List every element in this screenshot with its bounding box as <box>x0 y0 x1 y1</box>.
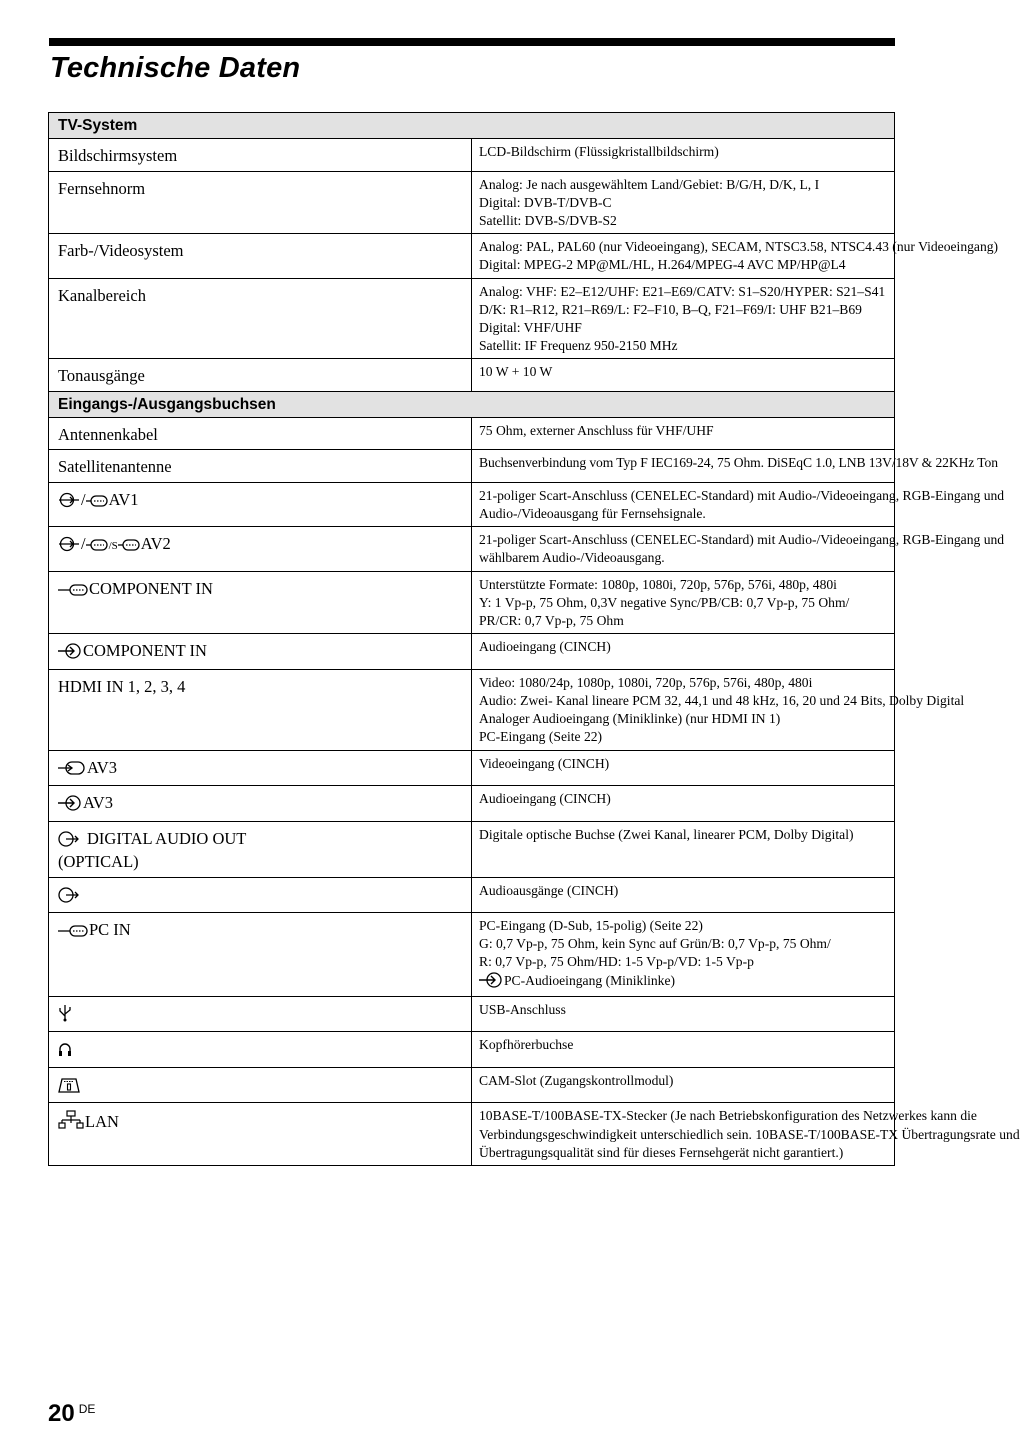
spec-row <box>49 996 895 1032</box>
spec-label <box>49 996 472 1032</box>
spec-label-text: AV2 <box>140 534 171 554</box>
audio-out-icon <box>58 887 86 909</box>
video-in-icon <box>58 923 88 944</box>
spec-value: Kopfhörerbuchse <box>472 1032 895 1068</box>
spec-label-text: DIGITAL AUDIO OUT <box>87 828 247 848</box>
page-footer <box>48 1400 95 1428</box>
spec-value: LCD-Bildschirm (Flüssigkristallbildschirm) <box>472 139 895 172</box>
spec-value: 10 W + 10 W <box>472 359 895 392</box>
spec-label <box>49 750 472 786</box>
spec-value: USB-Anschluss <box>472 996 895 1032</box>
video-in-icon <box>58 582 88 603</box>
spec-label-text: COMPONENT IN <box>89 578 213 598</box>
spec-label: Fernsehnorm <box>49 171 472 234</box>
spec-label: Kanalbereich <box>49 278 472 359</box>
spec-value: PC-Eingang (D-Sub, 15-polig) (Seite 22) G: 0,7 Vp-p, 75 Ohm, kein Sync auf Grün/B: 0,7 Vp-p, 75 Ohm/ R: 0,7 Vp-p, 75 Ohm/HD: 1-5 Vp-p/VD: 1-5 Vp-p PC-Audioeingang (Miniklinke) <box>472 913 895 997</box>
spec-label-text: COMPONENT IN <box>83 641 207 661</box>
spec-row <box>49 278 895 359</box>
spec-label: Antennenkabel <box>49 417 472 450</box>
spec-label <box>49 913 472 997</box>
spec-value: 75 Ohm, externer Anschluss für VHF/UHF <box>472 417 895 450</box>
spec-row <box>49 234 895 278</box>
spec-value: CAM-Slot (Zugangskontrollmodul) <box>472 1067 895 1103</box>
language-code: DE <box>78 1402 96 1416</box>
spec-label-text: LAN <box>85 1112 119 1132</box>
spec-value: Analog: Je nach ausgewähltem Land/Gebiet: B/G/H, D/K, L, I Digital: DVB-T/DVB-C Satellit: DVB-S/DVB-S2 <box>472 171 895 234</box>
page-number: 20 <box>48 1400 75 1427</box>
usb-icon <box>58 1004 72 1028</box>
spec-label: Bildschirmsystem <box>49 139 472 172</box>
spec-label: HDMI IN 1, 2, 3, 4 <box>49 669 472 750</box>
section-title: Eingangs-/Ausgangsbuchsen <box>49 391 895 417</box>
spec-row <box>49 359 895 392</box>
spec-value: Unterstützte Formate: 1080p, 1080i, 720p, 576p, 576i, 480p, 480i Y: 1 Vp-p, 75 Ohm, 0,3V negative Sync/PB/CB: 0,7 Vp-p, 75 Ohm/ PR/CR: 0,7 Vp-p, 75 Ohm <box>472 571 895 634</box>
spec-row <box>49 571 895 634</box>
video-in-icon <box>86 537 108 558</box>
spec-row <box>49 786 895 822</box>
spec-row <box>49 1032 895 1068</box>
spec-row <box>49 821 895 877</box>
spec-label <box>49 571 472 634</box>
spec-label-text: AV1 <box>108 489 139 509</box>
spec-value: Video: 1080/24p, 1080p, 1080i, 720p, 576p, 576i, 480p, 480i Audio: Zwei- Kanal lineare PCM 32, 44,1 und 48 kHz, 16, 20 und 24 Bits, Dolby Digital Analoger Audioeingang (Miniklinke) (nur HDMI IN 1) PC-Eingang (Seite 22) <box>472 669 895 750</box>
spec-label <box>49 1032 472 1068</box>
video-in-icon <box>86 493 108 514</box>
spec-label <box>49 1067 472 1103</box>
spec-table <box>48 112 1020 1166</box>
scart-inout-icon <box>58 492 80 514</box>
spec-label: Satellitenantenne <box>49 450 472 483</box>
spec-row <box>49 634 895 670</box>
spec-label <box>49 1103 472 1166</box>
spec-value: Buchsenverbindung vom Typ F IEC169-24, 75 Ohm. DiSEqC 1.0, LNB 13V/18V & 22KHz Ton <box>472 450 895 483</box>
spec-label: / AV1 <box>49 482 472 526</box>
spec-label-text: PC IN <box>89 920 131 940</box>
spec-value: Audioeingang (CINCH) <box>472 786 895 822</box>
spec-row <box>49 913 895 997</box>
audio-out-icon <box>58 831 86 853</box>
spec-label <box>49 821 472 877</box>
spec-label <box>49 786 472 822</box>
spec-label-text: AV3 <box>87 757 117 777</box>
audio-in-icon <box>58 643 82 665</box>
spec-row <box>49 450 895 483</box>
spec-value: Audioausgänge (CINCH) <box>472 877 895 913</box>
headphones-icon <box>58 1041 72 1063</box>
spec-row <box>49 1103 895 1166</box>
page-title: Technische Daten <box>50 52 301 84</box>
cam-slot-icon <box>58 1077 80 1099</box>
spec-row <box>49 1067 895 1103</box>
spec-value: Digitale optische Buchse (Zwei Kanal, linearer PCM, Dolby Digital) <box>472 821 895 877</box>
spec-value: Analog: VHF: E2–E12/UHF: E21–E69/CATV: S1–S20/HYPER: S21–S41 D/K: R1–R12, R21–R69/L: F2–F10, B–Q, F21–F69/I: UHF B21–B69 Digital: VHF/UHF Satellit: IF Frequenz 950-2150 MHz <box>472 278 895 359</box>
spec-row <box>49 877 895 913</box>
spec-row <box>49 750 895 786</box>
section-header-io <box>49 391 895 417</box>
audio-in-icon <box>58 795 82 817</box>
spec-label-text-2: (OPTICAL) <box>58 852 139 872</box>
s-video-in-icon <box>118 537 140 558</box>
video-in-small-icon <box>58 760 86 782</box>
spec-row <box>49 527 895 571</box>
spec-value: 21-poliger Scart-Anschluss (CENELEC-Standard) mit Audio-/Videoeingang, RGB-Eingang und Audio-/Videoausgang für Fernsehsignale. <box>472 482 895 526</box>
spec-label-text: AV3 <box>83 793 113 813</box>
spec-row <box>49 139 895 172</box>
spec-row <box>49 171 895 234</box>
spec-row <box>49 417 895 450</box>
spec-value: 21-poliger Scart-Anschluss (CENELEC-Standard) mit Audio-/Videoeingang, RGB-Eingang und wählbarem Audio-/Videoausgang. <box>472 527 895 571</box>
section-header-tv-system <box>49 113 895 139</box>
spec-label <box>49 877 472 913</box>
scart-inout-icon <box>58 536 80 558</box>
spec-value: Analog: PAL, PAL60 (nur Videoeingang), SECAM, NTSC3.58, NTSC4.43 (nur Videoeingang) Digital: MPEG-2 MP@ML/HL, H.264/MPEG-4 AVC MP/HP@L4 <box>472 234 895 278</box>
spec-label: / /S AV2 <box>49 527 472 571</box>
spec-row <box>49 669 895 750</box>
lan-icon <box>58 1110 84 1136</box>
title-rule <box>49 38 895 46</box>
spec-label: Farb-/Videosystem <box>49 234 472 278</box>
section-title: TV-System <box>49 113 895 139</box>
spec-value: 10BASE-T/100BASE-TX-Stecker (Je nach Betriebskonfiguration des Netzwerkes kann die Verbindungsgeschwindigkeit unterschiedlich sein. 10BASE-T/100BASE-TX Übertragungsrate und Übertragungsqualität sind für dieses Fernsehgerät nicht garantiert.) <box>472 1103 895 1166</box>
spec-row <box>49 482 895 526</box>
spec-label <box>49 634 472 670</box>
spec-label: Tonausgänge <box>49 359 472 392</box>
spec-value: Videoeingang (CINCH) <box>472 750 895 786</box>
audio-in-icon <box>479 972 503 993</box>
spec-value: Audioeingang (CINCH) <box>472 634 895 670</box>
